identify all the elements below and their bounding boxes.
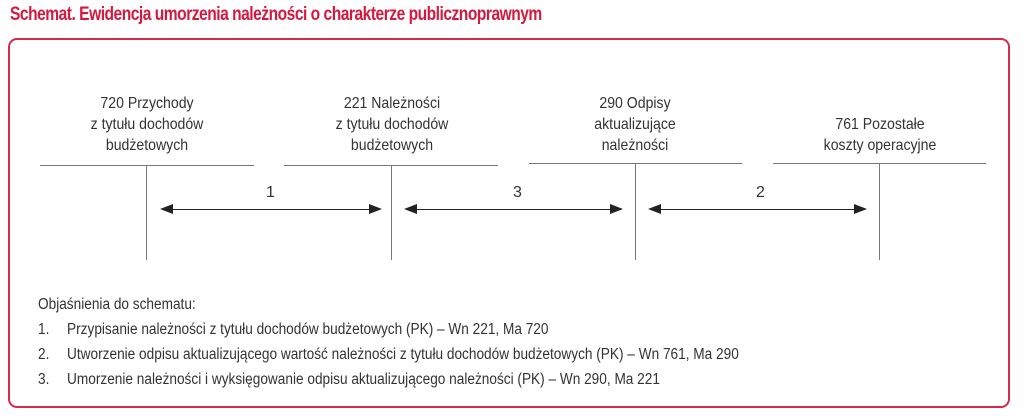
legend-title: Objaśnienia do schematu: — [38, 296, 196, 313]
account-290-line-3: należności — [601, 137, 669, 154]
legend-item-1-text: Przypisanie należności z tytułu dochodów budżetowych (PK) – Wn 221, Ma 720 — [67, 321, 549, 338]
account-290-line-1: 290 Odpisy — [599, 95, 671, 112]
t-account-290-stem — [635, 163, 636, 260]
flow-1-arrow — [162, 209, 380, 210]
flow-3-label: 3 — [513, 184, 522, 201]
legend-item-3-number: 3. — [38, 371, 50, 388]
t-account-720-stem — [146, 165, 147, 260]
flow-2-arrow — [650, 209, 865, 210]
account-290-label — [538, 93, 732, 156]
legend-item-3 — [38, 371, 660, 389]
account-720-label — [50, 93, 244, 156]
account-290-line-2: aktualizujące — [594, 116, 676, 133]
diagram-title: Schemat. Ewidencja umorzenia należności o charakterze publicznoprawnym — [10, 4, 542, 25]
account-761-line-2: koszty operacyjne — [823, 137, 937, 154]
legend-item-2-number: 2. — [38, 346, 50, 363]
flow-1-label: 1 — [266, 184, 275, 201]
account-221-label — [295, 93, 489, 156]
account-761-label — [783, 114, 977, 156]
account-761-line-1: 761 Pozostałe — [835, 116, 925, 133]
t-account-761-stem — [879, 163, 880, 260]
account-720-line-3: budżetowych — [105, 137, 189, 154]
account-221-line-2: z tytułu dochodów — [335, 116, 449, 133]
t-account-221-stem — [391, 165, 392, 260]
legend-item-2-text: Utworzenie odpisu aktualizującego wartość należności z tytułu dochodów budżetowych (PK) – Wn 761, Ma 290 — [67, 346, 739, 363]
account-720-line-1: 720 Przychody — [100, 95, 194, 112]
legend-item-2 — [38, 346, 739, 364]
flow-3-arrow — [406, 209, 621, 210]
flow-2-label: 2 — [756, 184, 765, 201]
account-720-line-2: z tytułu dochodów — [90, 116, 204, 133]
legend-item-3-text: Umorzenie należności i wyksięgowanie odpisu aktualizującego należności (PK) – Wn 290, Ma 221 — [67, 371, 660, 388]
account-221-line-3: budżetowych — [350, 137, 434, 154]
legend-item-1-number: 1. — [38, 321, 50, 338]
account-221-line-1: 221 Należności — [343, 95, 441, 112]
t-account-720-top — [40, 165, 254, 166]
legend-item-1 — [38, 321, 548, 339]
